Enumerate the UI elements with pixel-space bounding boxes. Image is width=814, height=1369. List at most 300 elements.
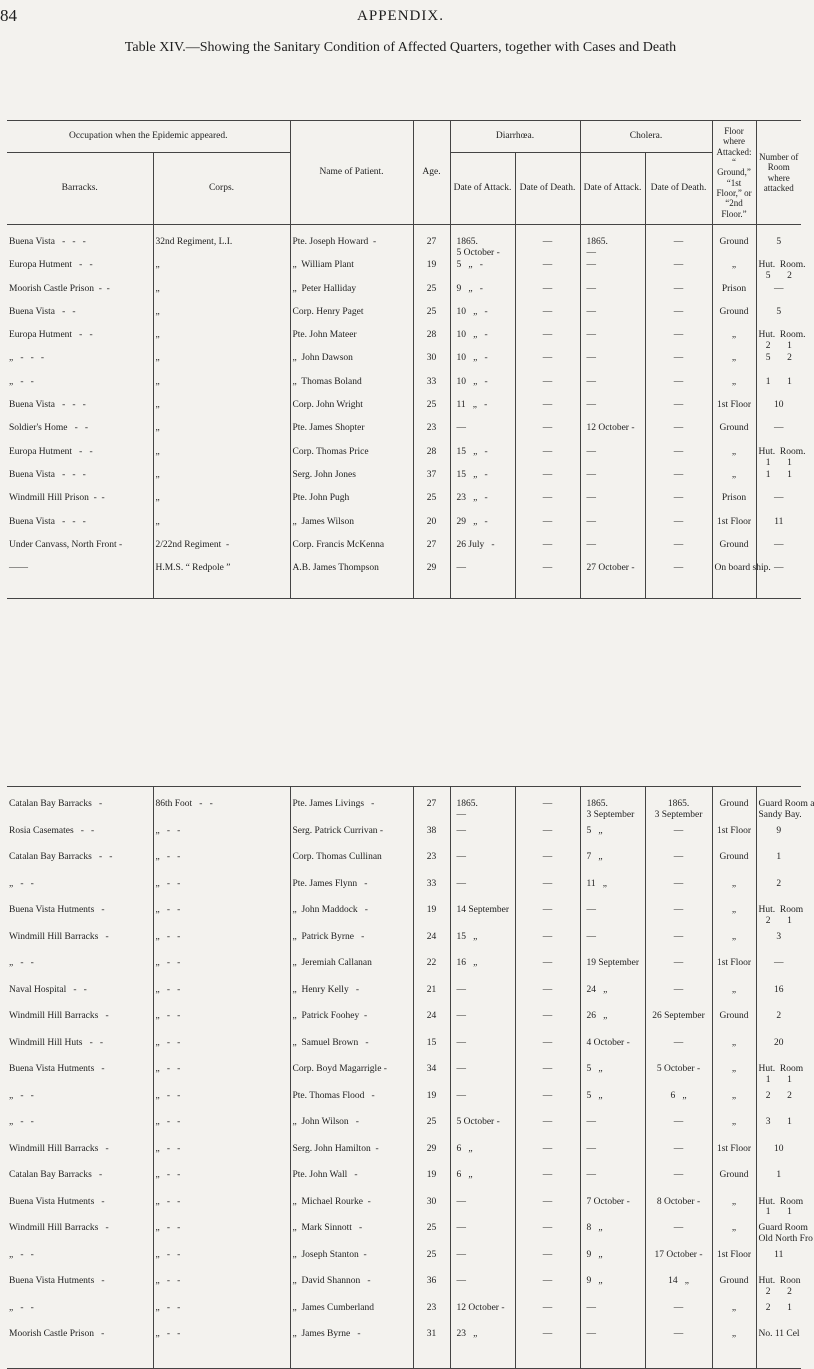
cholera-attack-cell: — xyxy=(580,517,645,540)
cholera-attack-cell: 7 „ xyxy=(580,852,645,879)
diarrhoea-attack-cell: 15 „ - xyxy=(450,447,515,470)
diarrhoea-attack-cell: 15 „ xyxy=(450,932,515,959)
cholera-attack-cell: 9 „ xyxy=(580,1276,645,1303)
table-caption: Table XIV.—Showing the Sanitary Condition of Affected Quarters, together with Cases and Death xyxy=(124,40,677,55)
patient-name-cell: Pte. Thomas Flood - xyxy=(290,1091,413,1118)
cholera-attack-cell: 24 „ xyxy=(580,985,645,1012)
cholera-header: Cholera. xyxy=(580,121,712,153)
table-row xyxy=(7,470,801,493)
diarrhoea-death-cell: — xyxy=(515,905,580,932)
diarrhoea-attack-cell: 14 September xyxy=(450,905,515,932)
corps-cell: 32nd Regiment, L.I. xyxy=(153,237,290,260)
diarrhoea-attack-cell: 10 „ - xyxy=(450,330,515,353)
cholera-attack-cell: 1865. 3 September xyxy=(580,799,645,826)
age-cell: 37 xyxy=(413,470,450,493)
room-cell: 2 xyxy=(776,878,782,889)
table-row xyxy=(7,260,801,283)
age-cell: 19 xyxy=(413,905,450,932)
diarrhoea-attack-cell: — xyxy=(450,423,515,446)
corps-cell: „ - - xyxy=(153,1144,290,1171)
corps-cell: „ - - xyxy=(153,1091,290,1118)
diarrhoea-attack-cell: 11 „ - xyxy=(450,400,515,423)
diarrhoea-death-cell: — xyxy=(515,377,580,400)
cholera-death-cell: — xyxy=(645,493,712,516)
table-row xyxy=(7,1250,801,1277)
room-cell: 2 xyxy=(776,1011,782,1021)
diarrhoea-death-cell: — xyxy=(515,932,580,959)
patient-name-cell: „ David Shannon - xyxy=(290,1276,413,1303)
room-cell: 16 xyxy=(774,984,784,995)
age-cell: 27 xyxy=(413,799,450,826)
cholera-attack-cell: 4 October - xyxy=(580,1038,645,1065)
diarrhoea-death-cell: — xyxy=(515,985,580,1012)
diarrhoea-attack-cell: 6 „ xyxy=(450,1170,515,1197)
floor-cell: „ xyxy=(712,447,756,470)
cholera-attack-cell: — xyxy=(580,1170,645,1197)
diarrhoea-death-cell: — xyxy=(515,447,580,470)
diarrhoea-attack-cell: — xyxy=(450,852,515,879)
name-header: Name of Patient. xyxy=(290,121,413,225)
cholera-death-cell: 8 October - xyxy=(645,1197,712,1224)
corps-cell: „ - - xyxy=(153,826,290,853)
floor-cell: „ xyxy=(712,1038,756,1065)
table-row xyxy=(7,1091,801,1118)
cases-table-upper xyxy=(7,120,806,599)
table-row xyxy=(7,799,801,826)
table-row xyxy=(7,330,801,353)
corps-cell: „ - - xyxy=(153,1117,290,1144)
cholera-attack-cell: — xyxy=(580,905,645,932)
floor-cell: „ xyxy=(712,330,756,353)
corps-cell: H.M.S. “ Redpole ” xyxy=(153,563,290,586)
diarrhoea-attack-cell: — xyxy=(450,985,515,1012)
age-cell: 25 xyxy=(413,284,450,307)
cholera-death-cell: — xyxy=(645,447,712,470)
floor-cell: Prison xyxy=(712,493,756,516)
table-row xyxy=(7,1170,801,1197)
age-cell: 27 xyxy=(413,237,450,260)
cholera-attack-cell: 9 „ xyxy=(580,1250,645,1277)
cholera-death-cell: 14 „ xyxy=(645,1276,712,1303)
barracks-cell: Buena Vista - - xyxy=(7,307,153,330)
diarrhoea-header: Diarrhœa. xyxy=(450,121,580,153)
cholera-death-cell: — xyxy=(645,423,712,446)
diarrhoea-attack-cell: 16 „ xyxy=(450,958,515,985)
corps-cell: „ xyxy=(153,377,290,400)
cholera-death-cell: 1865. 3 September xyxy=(645,799,712,826)
cholera-attack-cell: 8 „ xyxy=(580,1223,645,1250)
patient-name-cell: A.B. James Thompson xyxy=(290,563,413,586)
table-row xyxy=(7,400,801,423)
age-cell: 19 xyxy=(413,1091,450,1118)
floor-cell: „ xyxy=(712,905,756,932)
diarrhoea-death-cell: — xyxy=(515,1170,580,1197)
corps-cell: 2/22nd Regiment - xyxy=(153,540,290,563)
age-cell: 31 xyxy=(413,1329,450,1356)
floor-cell: Ground xyxy=(712,1011,756,1038)
cholera-attack-cell: — xyxy=(580,353,645,376)
cholera-attack-cell: 12 October - xyxy=(580,423,645,446)
room-cell: 3 xyxy=(776,931,782,942)
age-cell: 23 xyxy=(413,852,450,879)
barracks-cell: Windmill Hill Huts - - xyxy=(7,1038,153,1065)
patient-name-cell: Corp. Thomas Cullinan xyxy=(290,852,413,879)
room-cell: Guard Room a Sandy Bay. xyxy=(758,799,814,820)
diarrhoea-death-cell: — xyxy=(515,330,580,353)
diarrhoea-death-cell: — xyxy=(515,1197,580,1224)
floor-cell: 1st Floor xyxy=(712,958,756,985)
age-cell: 36 xyxy=(413,1276,450,1303)
table-row xyxy=(7,1038,801,1065)
age-cell: 25 xyxy=(413,1250,450,1277)
diarrhoea-attack-cell: — xyxy=(450,1250,515,1277)
diarrhoea-attack-cell: — xyxy=(450,563,515,586)
age-cell: 23 xyxy=(413,1303,450,1330)
table-row xyxy=(7,423,801,446)
corps-cell: „ xyxy=(153,284,290,307)
table-row xyxy=(7,958,801,985)
corps-cell: „ - - xyxy=(153,1197,290,1224)
barracks-cell: Europa Hutment - - xyxy=(7,447,153,470)
room-cell: — xyxy=(774,539,784,550)
barracks-cell: Moorish Castle Prison - xyxy=(7,1329,153,1356)
table-bottom-rule xyxy=(7,1356,801,1369)
room-cell: — xyxy=(774,493,784,504)
patient-name-cell: Pte. John Pugh xyxy=(290,493,413,516)
age-cell: 25 xyxy=(413,307,450,330)
floor-cell: „ xyxy=(712,1064,756,1091)
cholera-death-cell: — xyxy=(645,1170,712,1197)
patient-name-cell: „ John Maddock - xyxy=(290,905,413,932)
cholera-death-cell: — xyxy=(645,958,712,985)
age-cell: 20 xyxy=(413,517,450,540)
cholera-death-cell: — xyxy=(645,1038,712,1065)
room-cell: No. 11 Cel xyxy=(758,1329,800,1339)
corps-cell: „ - - xyxy=(153,1223,290,1250)
cholera-attack-cell: 5 „ xyxy=(580,1091,645,1118)
room-cell: 5 xyxy=(776,306,782,317)
corps-cell: „ - - xyxy=(153,1011,290,1038)
room-cell: 2 2 xyxy=(765,1090,792,1101)
room-cell: 20 xyxy=(774,1037,784,1048)
age-cell: 24 xyxy=(413,932,450,959)
room-cell: Hut. Room 1 1 xyxy=(758,1064,804,1085)
diarrhoea-death-cell: — xyxy=(515,493,580,516)
patient-name-cell: Serg. John Hamilton - xyxy=(290,1144,413,1171)
diarrhoea-death-cell: — xyxy=(515,353,580,376)
cholera-death-cell: — xyxy=(645,260,712,283)
diarrhoea-attack-cell: — xyxy=(450,1064,515,1091)
barracks-cell: „ - - - xyxy=(7,353,153,376)
patient-name-cell: Corp. Francis McKenna xyxy=(290,540,413,563)
diarrhoea-attack-cell: 10 „ - xyxy=(450,377,515,400)
barracks-cell: „ - - xyxy=(7,377,153,400)
corps-cell: „ - - xyxy=(153,879,290,906)
floor-cell: „ xyxy=(712,377,756,400)
patient-name-cell: „ Thomas Boland xyxy=(290,377,413,400)
patient-name-cell: „ Joseph Stanton - xyxy=(290,1250,413,1277)
floor-cell: Ground xyxy=(712,1170,756,1197)
corps-cell: „ - - xyxy=(153,1064,290,1091)
cholera-attack-header: Date of Attack. xyxy=(580,153,645,225)
cholera-attack-cell: — xyxy=(580,330,645,353)
table-row xyxy=(7,1011,801,1038)
diarrhoea-attack-cell: 26 July - xyxy=(450,540,515,563)
cholera-attack-cell: 11 „ xyxy=(580,879,645,906)
room-cell: — xyxy=(774,958,784,968)
floor-cell: On board ship. xyxy=(712,563,756,586)
barracks-cell: Buena Vista - - - xyxy=(7,237,153,260)
barracks-cell: Buena Vista - - - xyxy=(7,400,153,423)
cholera-death-header: Date of Death. xyxy=(645,153,712,225)
diarrhoea-death-cell: — xyxy=(515,540,580,563)
diarrhoea-death-cell: — xyxy=(515,260,580,283)
spacer-row xyxy=(7,787,801,800)
cholera-death-cell: — xyxy=(645,330,712,353)
barracks-cell: Europa Hutment - - xyxy=(7,330,153,353)
barracks-cell: „ - - xyxy=(7,879,153,906)
table-row xyxy=(7,493,801,516)
floor-cell: „ xyxy=(712,879,756,906)
cholera-attack-cell: — xyxy=(580,284,645,307)
floor-cell: „ xyxy=(712,985,756,1012)
corps-cell: „ xyxy=(153,330,290,353)
corps-cell: „ - - xyxy=(153,1276,290,1303)
diarrhoea-attack-cell: 1865. — xyxy=(450,799,515,826)
table-row xyxy=(7,905,801,932)
cholera-attack-cell: — xyxy=(580,1303,645,1330)
barracks-cell: „ - - xyxy=(7,958,153,985)
running-head: APPENDIX. xyxy=(357,8,444,24)
patient-name-cell: Corp. Thomas Price xyxy=(290,447,413,470)
corps-cell: „ xyxy=(153,493,290,516)
cholera-death-cell: 26 September xyxy=(645,1011,712,1038)
patient-name-cell: „ Patrick Byrne - xyxy=(290,932,413,959)
diarrhoea-death-cell: — xyxy=(515,1144,580,1171)
diarrhoea-attack-cell: 23 „ - xyxy=(450,493,515,516)
table-row xyxy=(7,517,801,540)
cholera-attack-cell: — xyxy=(580,1144,645,1171)
cholera-death-cell: — xyxy=(645,1144,712,1171)
age-cell: 25 xyxy=(413,1117,450,1144)
room-cell: 11 xyxy=(774,1249,784,1260)
room-cell: — xyxy=(774,283,784,294)
table-row xyxy=(7,879,801,906)
barracks-cell: Moorish Castle Prison - - xyxy=(7,284,153,307)
floor-cell: Ground xyxy=(712,237,756,260)
patient-name-cell: Serg. Patrick Currivan - xyxy=(290,826,413,853)
patient-name-cell: Pte. James Livings - xyxy=(290,799,413,826)
barracks-cell: Buena Vista Hutments - xyxy=(7,1064,153,1091)
barracks-cell: Catalan Bay Barracks - - xyxy=(7,852,153,879)
table-row xyxy=(7,284,801,307)
cholera-attack-cell: — xyxy=(580,1329,645,1356)
table-row xyxy=(7,852,801,879)
patient-name-cell: Corp. Henry Paget xyxy=(290,307,413,330)
corps-cell: „ - - xyxy=(153,1250,290,1277)
cholera-attack-cell: — xyxy=(580,400,645,423)
barracks-cell: „ - - xyxy=(7,1091,153,1118)
corps-cell: „ xyxy=(153,470,290,493)
age-cell: 25 xyxy=(413,1223,450,1250)
cholera-attack-cell: — xyxy=(580,1117,645,1144)
spacer-row xyxy=(7,225,801,238)
barracks-cell: Windmill Hill Barracks - xyxy=(7,932,153,959)
barracks-cell: Buena Vista - - - xyxy=(7,470,153,493)
corps-header: Corps. xyxy=(153,153,290,225)
diarrhoea-attack-cell: 10 „ - xyxy=(450,307,515,330)
cholera-death-cell: — xyxy=(645,932,712,959)
barracks-cell: Naval Hospital - - xyxy=(7,985,153,1012)
cholera-attack-cell: 19 September xyxy=(580,958,645,985)
floor-cell: 1st Floor xyxy=(712,517,756,540)
table-row xyxy=(7,1276,801,1303)
patient-name-cell: „ Mark Sinnott - xyxy=(290,1223,413,1250)
barracks-cell: Buena Vista Hutments - xyxy=(7,1276,153,1303)
diarrhoea-death-cell: — xyxy=(515,852,580,879)
cholera-attack-cell: 26 „ xyxy=(580,1011,645,1038)
barracks-cell: Windmill Hill Barracks - xyxy=(7,1011,153,1038)
room-cell: Hut. Room 2 1 xyxy=(758,905,804,926)
cholera-death-cell: — xyxy=(645,563,712,586)
cholera-death-cell: — xyxy=(645,1329,712,1356)
age-cell: 21 xyxy=(413,985,450,1012)
diarrhoea-death-cell: — xyxy=(515,1250,580,1277)
diarrhoea-attack-cell: 9 „ - xyxy=(450,284,515,307)
diarrhoea-death-cell: — xyxy=(515,284,580,307)
cholera-death-cell: — xyxy=(645,470,712,493)
table-row xyxy=(7,540,801,563)
diarrhoea-death-cell: — xyxy=(515,879,580,906)
table-row xyxy=(7,1197,801,1224)
barracks-cell: Catalan Bay Barracks - xyxy=(7,799,153,826)
corps-cell: „ xyxy=(153,353,290,376)
cholera-death-cell: 6 „ xyxy=(645,1091,712,1118)
age-cell: 29 xyxy=(413,1144,450,1171)
cholera-attack-cell: 27 October - xyxy=(580,563,645,586)
floor-cell: Ground xyxy=(712,799,756,826)
cholera-attack-cell: 5 „ xyxy=(580,826,645,853)
patient-name-cell: Corp. John Wright xyxy=(290,400,413,423)
patient-name-cell: „ John Wilson - xyxy=(290,1117,413,1144)
corps-cell: „ xyxy=(153,447,290,470)
barracks-cell: Windmill Hill Barracks - xyxy=(7,1144,153,1171)
cholera-death-cell: — xyxy=(645,1117,712,1144)
table-row xyxy=(7,826,801,853)
cholera-death-cell: — xyxy=(645,377,712,400)
age-cell: 33 xyxy=(413,879,450,906)
floor-cell: „ xyxy=(712,1303,756,1330)
diarrhoea-death-cell: — xyxy=(515,826,580,853)
diarrhoea-attack-cell: 6 „ xyxy=(450,1144,515,1171)
patient-name-cell: „ Jeremiah Callanan xyxy=(290,958,413,985)
floor-cell: 1st Floor xyxy=(712,400,756,423)
diarrhoea-death-cell: — xyxy=(515,958,580,985)
diarrhoea-attack-cell: 12 October - xyxy=(450,1303,515,1330)
patient-name-cell: Pte. John Mateer xyxy=(290,330,413,353)
age-cell: 23 xyxy=(413,423,450,446)
cholera-attack-cell: — xyxy=(580,447,645,470)
room-cell: Hut. Roon 2 2 xyxy=(758,1276,801,1297)
barracks-cell: Buena Vista Hutments - xyxy=(7,905,153,932)
table-bottom-rule xyxy=(7,586,801,599)
floor-cell: Ground xyxy=(712,852,756,879)
cholera-attack-cell: — xyxy=(580,540,645,563)
cholera-death-cell: 5 October - xyxy=(645,1064,712,1091)
cholera-attack-cell: — xyxy=(580,932,645,959)
diarrhoea-death-cell: — xyxy=(515,1064,580,1091)
diarrhoea-death-cell: — xyxy=(515,1091,580,1118)
room-cell: — xyxy=(774,423,784,434)
table-row xyxy=(7,1144,801,1171)
corps-cell: „ - - xyxy=(153,958,290,985)
barracks-header: Barracks. xyxy=(7,153,153,225)
age-cell: 28 xyxy=(413,330,450,353)
page-number: 84 xyxy=(0,6,17,25)
cholera-attack-cell: 5 „ xyxy=(580,1064,645,1091)
patient-name-cell: „ James Cumberland xyxy=(290,1303,413,1330)
room-cell: 10 xyxy=(774,1143,784,1154)
cholera-death-cell: — xyxy=(645,353,712,376)
floor-cell: „ xyxy=(712,470,756,493)
patient-name-cell: Corp. Boyd Magarrigle - xyxy=(290,1064,413,1091)
corps-cell: „ xyxy=(153,260,290,283)
room-cell: 1 xyxy=(776,1170,782,1180)
table-row xyxy=(7,237,801,260)
barracks-cell: Under Canvass, North Front - xyxy=(7,540,153,563)
age-cell: 27 xyxy=(413,540,450,563)
diarrhoea-attack-cell: — xyxy=(450,1276,515,1303)
corps-cell: 86th Foot - - xyxy=(153,799,290,826)
table-row xyxy=(7,307,801,330)
age-cell: 33 xyxy=(413,377,450,400)
cholera-death-cell: — xyxy=(645,826,712,853)
diarrhoea-attack-cell: 15 „ - xyxy=(450,470,515,493)
upper-table-body xyxy=(7,225,806,599)
patient-name-cell: „ Henry Kelly - xyxy=(290,985,413,1012)
floor-cell: „ xyxy=(712,1117,756,1144)
patient-name-cell: „ Michael Rourke - xyxy=(290,1197,413,1224)
room-cell: 2 1 xyxy=(765,1302,792,1313)
table-row xyxy=(7,447,801,470)
floor-cell: 1st Floor xyxy=(712,1250,756,1277)
age-cell: 29 xyxy=(413,563,450,586)
room-cell: 3 1 xyxy=(765,1117,792,1127)
room-cell: — xyxy=(774,563,784,574)
diarrhoea-attack-cell: — xyxy=(450,1223,515,1250)
cholera-death-cell: 17 October - xyxy=(645,1250,712,1277)
room-cell: 5 xyxy=(776,237,782,247)
age-cell: 22 xyxy=(413,958,450,985)
cases-table-lower xyxy=(7,786,814,1369)
cholera-death-cell: — xyxy=(645,307,712,330)
diarrhoea-attack-cell: — xyxy=(450,1011,515,1038)
floor-header: Floor where Attacked: “ Ground,” “1st Floor,” or “2nd Floor.” xyxy=(712,121,756,225)
room-header: Number of Room where attacked xyxy=(756,121,801,225)
table-row xyxy=(7,1223,801,1250)
patient-name-cell: „ James Wilson xyxy=(290,517,413,540)
age-cell: 24 xyxy=(413,1011,450,1038)
diarrhoea-death-cell: — xyxy=(515,1303,580,1330)
corps-cell: „ xyxy=(153,307,290,330)
barracks-cell: Windmill Hill Prison - - xyxy=(7,493,153,516)
floor-cell: „ xyxy=(712,1223,756,1250)
diarrhoea-death-cell: — xyxy=(515,1276,580,1303)
cholera-death-cell: — xyxy=(645,237,712,260)
floor-cell: Ground xyxy=(712,423,756,446)
corps-cell: „ - - xyxy=(153,852,290,879)
cholera-death-cell: — xyxy=(645,1223,712,1250)
